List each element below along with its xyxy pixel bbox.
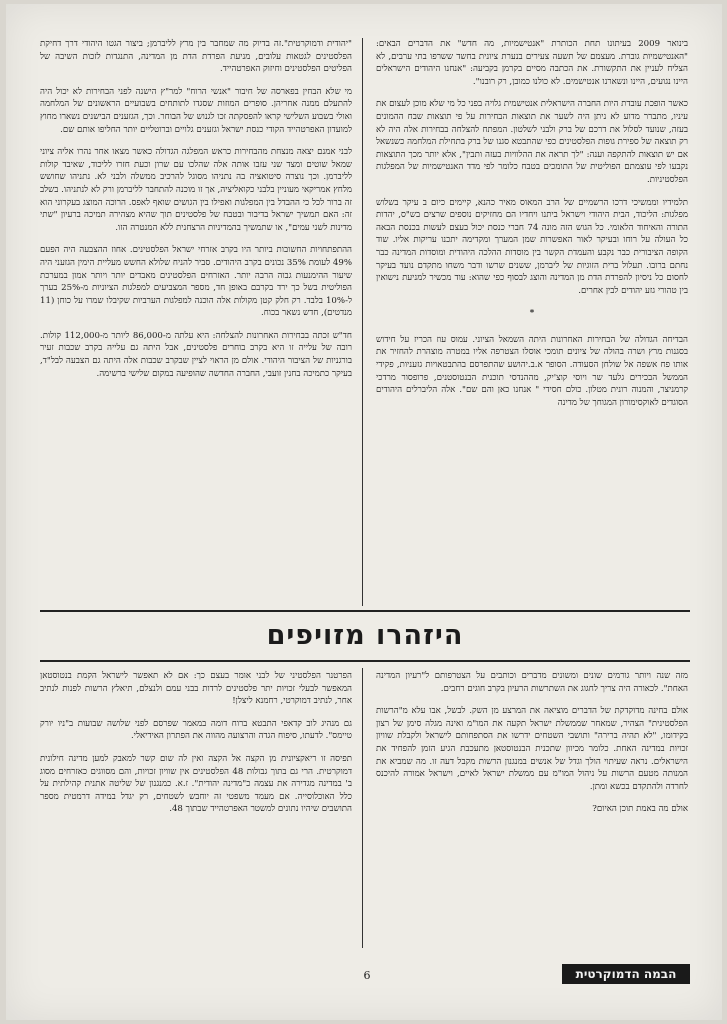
paragraph: תלמידיו וממשיכי דרכו הרשמיים של הרב המאוס מאיר כהנא, קיימים כיום ב עיקר בשלוש מפלגות: הליכוד, הבית היהודי וישראל ביתנו ויחדיו הם מחזיקים נוספים שרצים בש"ס, יהדות התורה והאיחוד הלאומי. כל הגוש הזה מונה 74 חברי כנסת יכול בעצם לעשות בכנסת הבאה כל העולה על רוחו ובעיקר לאור האפשרות שמן המערך ומקדימה יתכנו עריקות אליו. שוד הקופה הציבורית כבר נקבע והעמדת הקשר בין מוסדות ההלכה היהודית ומוסדות המדינה כבר נחתם ברובו. תעלול ברית הזוגיות של ליברמן, ששנים שרשו ודבר משחו מתקדם נועד בעיקר לחסום כל ניסיון להפרדת הדת מן המדינה והוצג לבסוף כפי שהוא: עוד מכשיר למניעת נישואין בין טהורי גזע יהודים לבין אחרים. — [376, 197, 688, 296]
paragraph: תפיסה זו ריאקציונית מן הקצה אל הקצה ואין לה שום קשר למאבק למען מדינה חילונית דמוקרטית. הרי גם בתוך גבולות 48 הפלסטינים אין שוויון זכויות, והם מסווגים כאזרחים מסוג ב' במדינה מגדירה את עצמה כ"מדינה יהודית". ז.א. כמנגנון של שליטה אתנית קהילתית על כלל האוכלוסייה. אם מעמד משפטי זה יוחבש לשטחים, רק יגדל במידה דרמטית מספר התושבים שיהיו נתונים למשטר האפרטהייד שבתוך 48. — [40, 753, 352, 815]
paragraph: מזה שנה ויותר גורמים שונים ומשונים מדברים וכותבים על הצטרפותם ל"רעיון המדינה האחת". לכאורה היה צריך לחגוג את השתרשות הרעיון בקרב חוגים רחבים. — [376, 671, 688, 694]
column-divider — [362, 668, 363, 948]
paragraph: כאשר הופכת עובדת היות החברה הישראלית אנטישמית גלויה בפני כל מי שלא מוכן לעצום את עיניו, מתברר מדוע לא ניתן היה לשער את תוצאות הבחירות על פי תוצאות שבח ההמונים בעזה, שנועד לסלול את דרכם של ברק ולבני לשלטון. המפתח להצלחה בבחירות אלה היה לא רק תוצאה של ספירת גופות הפלסטינים כפי שהתבטא סגנו של ברק בתחילת המלחמה כשנשאל אם יש תוצאות להתקפה וענה: "לך תראה את ההלוויות בעזה ותבין", אלא יותר מכך התוצאות נקבעו לפי עוצמתם הפוליטית של התומכים בטבח כלומר לפי מדד האנטישמיות של המפלגות הפלסטיניות. — [376, 99, 688, 185]
article-column-left-bottom — [40, 670, 352, 826]
article-headline: היזהרו מזויפים — [266, 620, 464, 651]
paragraph: מי שלא הבחין בפארסה של חיבור "אנשי הרוח" למר"ץ הישנה לפני הבחירות לא יכול היה להתעלם ממנה אחריהן. סופרים המוזות שסגדו לתותחים בשבועיים הראשונים של המלחמה ואולי בשבוע השלישי קראו להפסקתה זכו לגנוש של הבוחר. וכך, הגזענים הבישנים נשארו מחוץ למועדון האפרטהייד הקודי כנסת ישראל וגזענים גלויים וברוטליים יותר החליפו אותם שם. — [40, 86, 352, 135]
paragraph: אולם בחינה מדוקדקת של הדברים מוציאה את המרצע מן השק. לבשל, אבו עלא מ"הרשות הפלסטינית" הצהיר, שמאחר שממשלת ישראל תקעה את המו"מ ואינה מגלה סימן של רצון בקידומו, "לא תהיה ברירה" ותושבי השטחים ידרשו את הסתפחותם לישראל ולקבלת שוויון זכויות במדינה האחת. כלומר מכיוון שתכנית הבנטוסטאן מתעכבת הגיע הזמן להפחיד את הישראלים. נראה שעיתוי הולך וגדל של אנשים במנגנון הרשות מקבל דעה זו. מה שמביא את המנותה מטעם הרשות על ניהול המו"מ עם ממשלת ישראל לאיים, וישראל אמורה להיכנס לחרדה ולהתקדם בכשא ומתן. — [376, 706, 688, 792]
paragraph: הפרטנר הפלסטיני של לבני אומר בעצם כך: אם לא תאפשר לישראל הקמת בנטוסטאן המאפשר לבעלי זכויות יתר פלסטינים לרדות בבני עמם ולנצלם, תיאלץ הרשות לפנות לנתיב אחר, לנתיב דמוקרטי, רחמנא ליצלן! — [40, 671, 352, 707]
paragraph: "יהודית ודמוקרטית".זה בדיוק מה שמחבר בין מרץ לליברמן; ביצור הגטו היהודי דרך דחיקת הפלסטינים לגטאות עלובים, מניעת הפרדת הדת מן המדינה, התנגדות לזכות השיבה של הפליטים הפלסטינים וחיזוק האפרטהייד. — [40, 39, 352, 75]
column-divider — [362, 38, 363, 606]
paragraph: גם מנהיג לוב קדאפי התבטא ברוח דומה במאמר שפרסם לפני שלושה שבועות ב"ניו יורק טיימס". לדעתו, סיפוח הגדה והרצועה מהווה את הפתרון האידיאלי. — [40, 718, 352, 742]
article-column-left-top — [40, 38, 352, 390]
headline-bottom-rule — [40, 660, 690, 662]
paragraph: חד"ש זכתה בבחירות האחרונות להצלחה: היא עלתה מ-86,000 ליותר מ-112,000 קולות. רובה של עלייה זו היא בקרב בוחרים פלסטינים, אבל היתה גם עלייה בקרב שכבות זעיר בורגניות של הציבור היהודי. אולם מן הראוי לציין שבקרב שכבות אלה היתה גם הצבעה לבל"ד, בעיקר כתמיכה בחנין זועבי, החברה החדשה שהופיעה במקום שלישי ברשימה. — [40, 330, 352, 379]
paragraph: ההתפתחויות החשובות ביותר היו בקרב אזרחי ישראל הפלסטינים. אחוז ההצבעה היה הפעם 49% לעומת 35% נכונים בקרב היהודים. סביר להניח שלולא החשש מעליית הימין הגזעני היה שיעור ההימנעות גבוה הרבה יותר. האזרחים הפלסטינים מאבדים יותר ויותר אמון במערכת הפוליטית בשל כך ירד בקרבם באופן חד, מספר המצביעים למפלגות הציוניות מ-25% בערך ל-10% בלבד. רק חלק קטן מקולות אלה הוכנה למפלגות הערביות שקיבלו שמרו על כוחן (11 מנדטים), חדש נשאר בכוח. — [40, 245, 353, 319]
paragraph: בינואר 2009 בעיתונו תחת הכותרת "אנטישמיות, מה חדש" את הדברים הבאים: "האנטישמיות גוברת. מעצמם של תשעה צעירים בנערת ציונית בחשד ששרפו בתי ערבים, לא הצליח לעניין את התקשורת. את הכתבה מסיים בקרמן בקביעה: "אנחנו היהודים הישראלים היינו נגועים, היינו ונשארנו אנטישמים. לא כולנו כמובן, רק רובנו". — [376, 39, 689, 87]
section-separator-star: * — [529, 308, 535, 319]
page-number: 6 — [363, 969, 371, 982]
newspaper-page — [6, 4, 722, 1020]
paragraph: אולם מה באמת תוכן האיום? — [592, 804, 688, 815]
publication-masthead: הבמה הדמוקרטית — [562, 964, 690, 984]
paragraph: הבדיחה הגדולה של הבחירות האחרונות היתה השמאל הציוני. עמוס עוז הכריז על חידוש בסגנות מרץ ושרה בהולה של ציונים תומכי אוסלו הצטרפה אליו במטרה מוצהרת להחזיר את אותו פח אשפה אל שולחן הסעודה. הסופר א.ב.יהושע שהתפרסם בהתבטאויות גזעניות, פקידי הממשל הבכירים גלעד שר ויוסי קוצ'יק, מההנדסי תוכנית הבנטוסטנים, פרופסור מרדכי קרמניצר, והמנוה רונית מטלון. כולם חסידי " אנחנו כאן והם שם". אלה הליברלים היהודים הסוגדים לאוקסימורון המגוחך של מדינה — [376, 334, 688, 408]
paragraph: לבני אמנם יצאה מנצחת מהבחירות כראש המפלגה הגדולה כאשר מצאו אחר נהרו אליה ציוני שמאל שוטים ומצד שני עזבו אותה אלה שהלכו עם שרון וכעת חזרו לליכוד, שאיבד קולות לליברמן. וכך נוצרה סיטואציה בה נתניהו מסוגל להרכיב ממשלה ולבני לא. נתניהו שחושש מלחץ אמריקאי מעוניין בלבני כקואליציה, אך זו מוכנה להתחבר לליברמן ורק לא לנתניהו. בשלב זה ברור לכל כי ההבדל בין המפלגות ואפילו בין הגושים שואף לאפס. הרוכה המוצג בעקרוני הוא זה: האם תמשיך ישראל בדיבור ובטבח של פלסטינים תוך שהיא מצהירה תמיכה ברעיון "שתי מדינות לשני עמים", או שתמשיך בהמדיניות הרצחנית ללא המנטרה הזו. — [40, 147, 352, 233]
article-column-right-top — [376, 38, 688, 419]
article-column-right-bottom — [376, 670, 688, 826]
